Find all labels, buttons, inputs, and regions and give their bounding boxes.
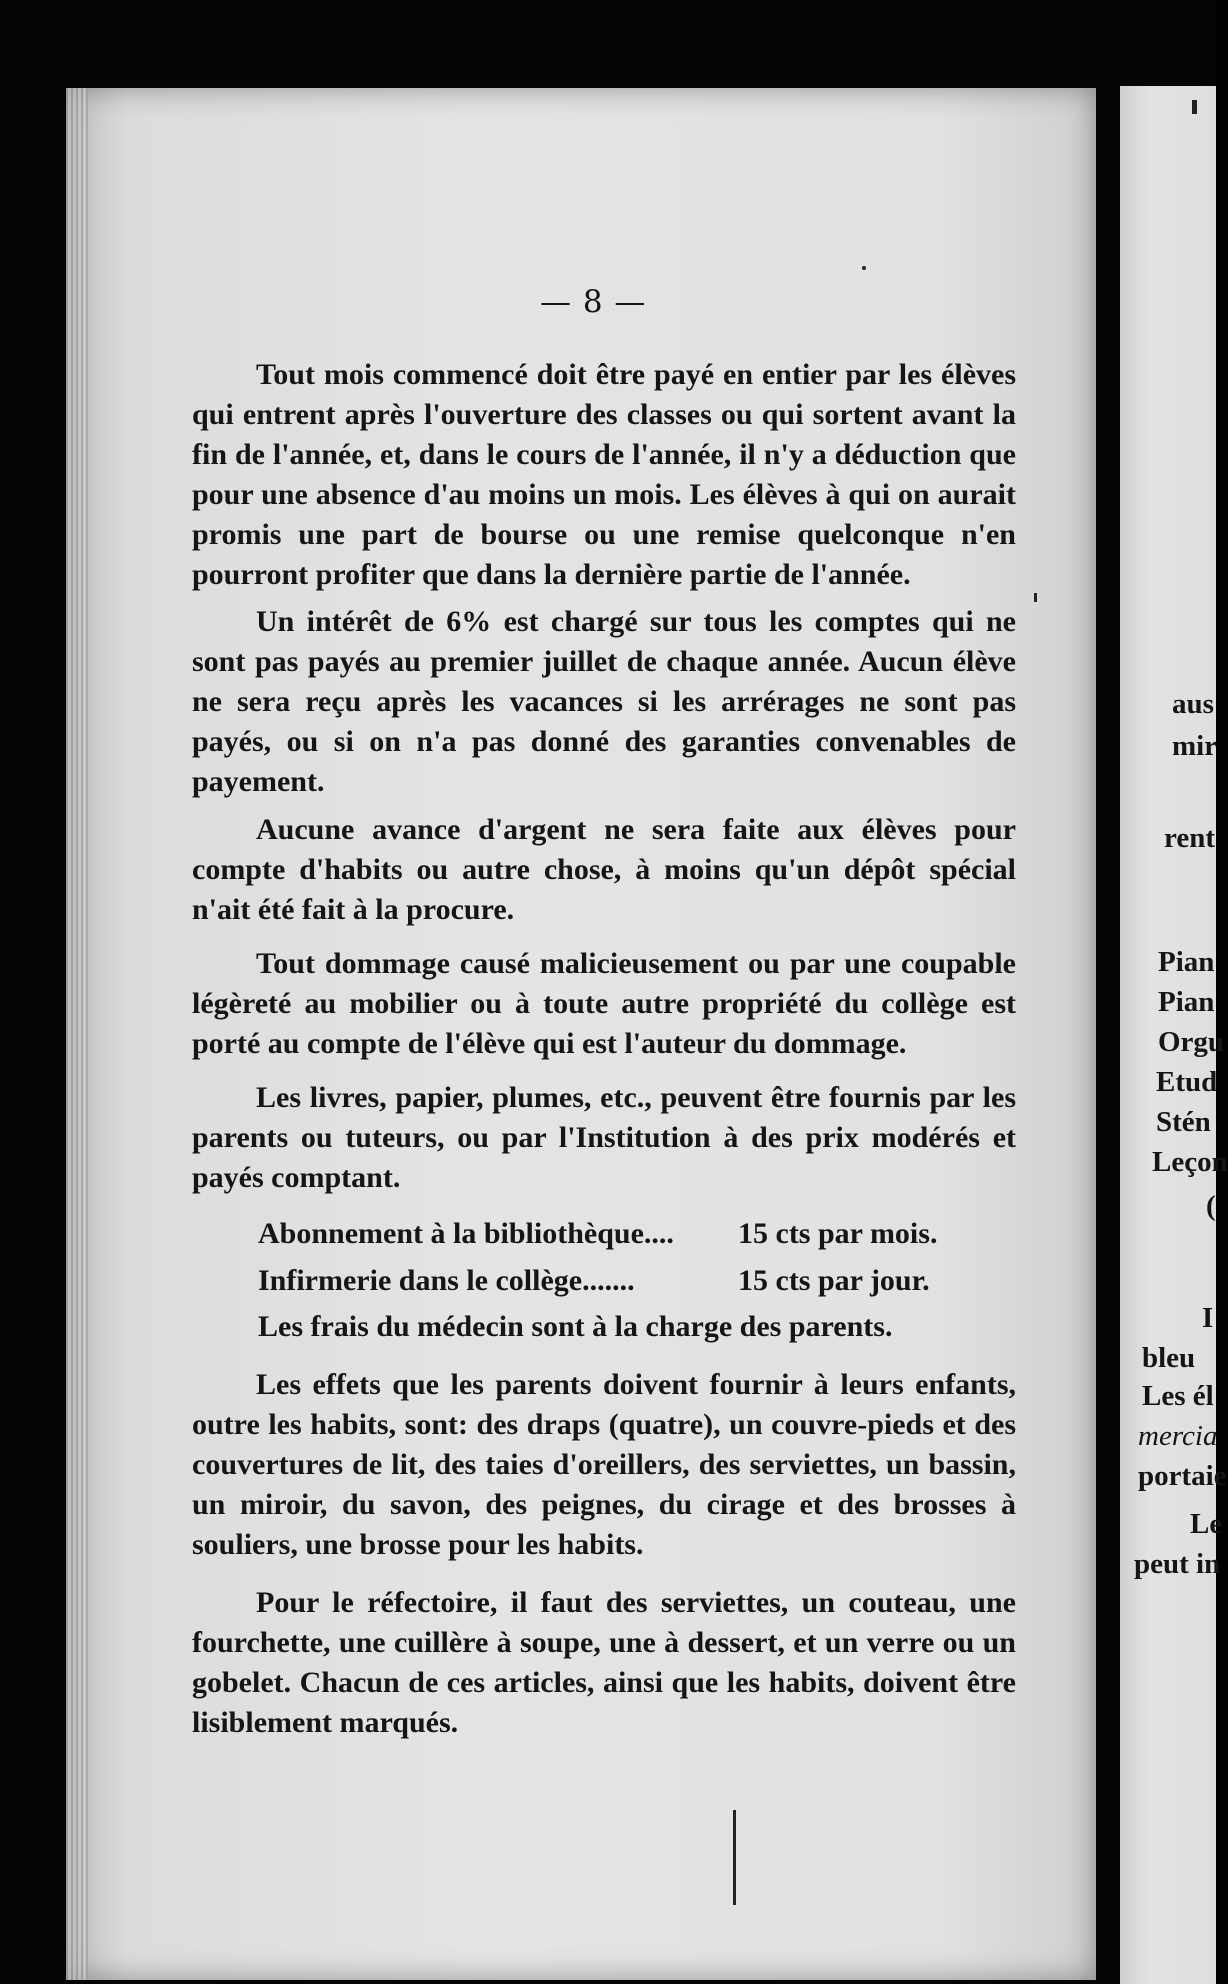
doctor-note: Les frais du médecin sont à la charge des parents. — [258, 1310, 893, 1343]
right-fragment: peut in — [1134, 1548, 1221, 1580]
right-fragment: mercia — [1138, 1420, 1218, 1452]
right-fragment: Le — [1190, 1508, 1223, 1540]
right-fragment: Pian — [1158, 946, 1215, 978]
page-number: — 8 — — [540, 284, 647, 320]
ink-speck — [862, 266, 866, 270]
fee-infirmary-label: Infirmerie dans le collège....... — [258, 1264, 635, 1297]
right-fragment: Stén — [1156, 1106, 1211, 1138]
right-fragment: mir — [1172, 730, 1218, 762]
ink-speck — [1034, 593, 1037, 602]
right-fragment: Etud — [1156, 1066, 1218, 1098]
right-fragment: rent — [1164, 822, 1216, 854]
paragraph-payment-terms: Tout mois commencé doit être payé en entier par les élèves qui entrent après l'ouverture des classes ou qui sortent avant la fin de l'année, et, dans le cours de l'année, il n'y a déduction que pour une absence d'au moins un mois. Les élèves à qui on aurait promis une part de bourse ou une remise quelconque n'en pourront profiter que dans la dernière partie de l'année. — [192, 358, 1016, 591]
binding-mark — [733, 1810, 736, 1905]
fee-infirmary-line — [258, 1261, 930, 1301]
right-fragment: portaie — [1138, 1460, 1227, 1492]
fee-library-line — [258, 1214, 937, 1254]
right-fragment: I — [1202, 1302, 1214, 1334]
paragraph-refectory: Pour le réfectoire, il faut des serviettes, un couteau, une fourchette, une cuillère à soupe, une à dessert, et un verre ou un gobelet. Chacun de ces articles, ainsi que les habits, doivent être lisiblement marqués. — [192, 1586, 1016, 1739]
paragraph-damages: Tout dommage causé malicieusement ou par une coupable légèreté au mobilier ou à toute autre propriété du collège est porté au compte de l'élève qui est l'auteur du dommage. — [192, 947, 1016, 1060]
right-fragment: Orgu — [1158, 1026, 1225, 1058]
ink-speck — [1192, 100, 1197, 114]
fee-library-label: Abonnement à la bibliothèque.... — [258, 1217, 674, 1250]
paragraph-clothing-supplies: Les effets que les parents doivent fournir à leurs enfants, outre les habits, sont: des draps (quatre), un couvre-pieds et des couvertures de lit, des taies d'oreillers, des serviettes, un bassin, un miroir, du savon, des peignes, du cirage et des brosses à souliers, une brosse pour les habits. — [192, 1368, 1016, 1561]
paragraph-books-supplies: Les livres, papier, plumes, etc., peuvent être fournis par les parents ou tuteurs, ou par l'Institution à des prix modérés et payés comptant. — [192, 1081, 1016, 1194]
fee-library-value: 15 cts par mois. — [738, 1217, 938, 1250]
right-fragment: bleu — [1142, 1342, 1196, 1374]
paragraph-interest: Un intérêt de 6% est chargé sur tous les comptes qui ne sont pas payés au premier juillet de chaque année. Aucun élève ne sera reçu après les vacances si les arrérages ne sont pas payés, ou si on n'a pas donné des garanties convenables de payement. — [192, 605, 1016, 798]
right-fragment: Pian — [1158, 986, 1215, 1018]
right-fragment: Leçon — [1152, 1146, 1228, 1178]
right-fragment: Les él — [1142, 1380, 1214, 1412]
fee-infirmary-value: 15 cts par jour. — [738, 1264, 930, 1297]
paragraph-cash-advance: Aucune avance d'argent ne sera faite aux élèves pour compte d'habits ou autre chose, à moins qu'un dépôt spécial n'ait été fait à la procure. — [192, 813, 1016, 926]
right-fragment: aus — [1172, 688, 1214, 720]
right-fragment: ( — [1206, 1190, 1216, 1222]
